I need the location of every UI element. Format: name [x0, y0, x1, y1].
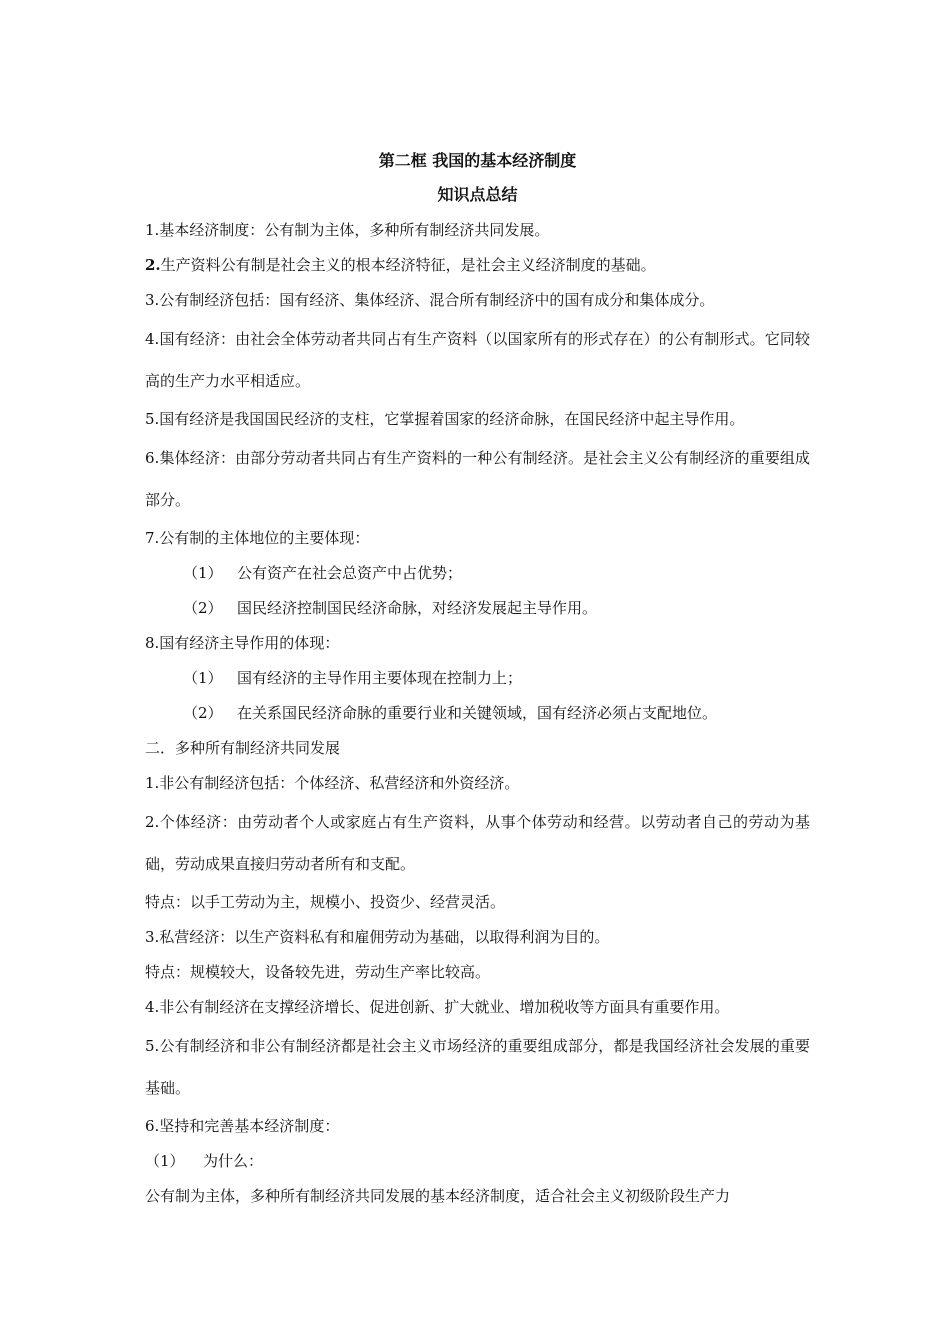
sub-item-number: （1）	[145, 1152, 185, 1170]
item-basic-system: 1.基本经济制度：公有制为主体，多种所有制经济共同发展。	[145, 221, 550, 239]
item-both-components: 5.公有制经济和非公有制经济都是社会主义市场经济的重要组成部分，都是我国经济社会发展的重要基础。	[145, 1037, 810, 1097]
item-public-economy-includes: 3.公有制经济包括：国有经济、集体经济、混合所有制经济中的国有成分和集体成分。	[145, 291, 715, 309]
sub-item	[145, 661, 810, 696]
item-private-economy: 3.私营经济：以生产资料私有和雇佣劳动为基础，以取得利润为目的。	[145, 928, 610, 946]
item-why-explanation: 公有制为主体，多种所有制经济共同发展的基本经济制度，适合社会主义初级阶段生产力	[145, 1187, 731, 1205]
sub-item-text: 公有资产在社会总资产中占优势；	[237, 564, 463, 582]
sub-item	[145, 696, 810, 731]
sub-item-number: （2）	[183, 704, 223, 722]
item-non-public-includes: 1.非公有制经济包括：个体经济、私营经济和外资经济。	[145, 774, 520, 792]
sub-item-text: 国民经济控制国民经济命脉，对经济发展起主导作用。	[237, 599, 598, 617]
sub-item-number: （1）	[183, 669, 223, 687]
sub-item	[145, 1144, 810, 1179]
section-heading-two: 二．多种所有制经济共同发展	[145, 739, 341, 757]
document-title: 第二框 我国的基本经济制度	[378, 151, 577, 170]
sub-item-text: 为什么：	[203, 1152, 264, 1170]
item-uphold-system: 6.坚持和完善基本经济制度：	[145, 1117, 340, 1135]
item-individual-features: 特点：以手工劳动为主，规模小、投资少、经营灵活。	[145, 893, 506, 911]
sub-item	[145, 556, 810, 591]
sub-item-text: 在关系国民经济命脉的重要行业和关键领域，国有经济必须占支配地位。	[237, 704, 718, 722]
item-public-ownership	[145, 248, 810, 283]
document-body	[145, 147, 810, 1214]
document-subtitle: 知识点总结	[437, 185, 518, 204]
item-individual-economy: 2.个体经济：由劳动者个人或家庭占有生产资料，从事个体劳动和经营。以劳动者自己的劳动为基础，劳动成果直接归劳动者所有和支配。	[145, 813, 810, 873]
item-public-dominance: 7.公有制的主体地位的主要体现：	[145, 529, 370, 547]
item-state-economy-pillar: 5.国有经济是我国国民经济的支柱，它掌握着国家的经济命脉，在国民经济中起主导作用。	[145, 410, 745, 428]
item-non-public-role: 4.非公有制经济在支撑经济增长、促进创新、扩大就业、增加税收等方面具有重要作用。	[145, 998, 730, 1016]
item-collective-economy: 6.集体经济：由部分劳动者共同占有生产资料的一种公有制经济。是社会主义公有制经济的重要组成部分。	[145, 449, 810, 509]
item-state-leading-role: 8.国有经济主导作用的体现：	[145, 634, 340, 652]
sub-item-text: 国有经济的主导作用主要体现在控制力上；	[237, 669, 523, 687]
sub-item-number: （2）	[183, 599, 223, 617]
item-text: 生产资料公有制是社会主义的根本经济特征，是社会主义经济制度的基础。	[160, 256, 656, 274]
item-state-economy: 4.国有经济：由社会全体劳动者共同占有生产资料（以国家所有的形式存在）的公有制形式。它同较高的生产力水平相适应。	[145, 330, 810, 390]
item-private-features: 特点：规模较大，设备较先进，劳动生产率比较高。	[145, 963, 491, 981]
sub-item	[145, 591, 810, 626]
item-number: 2.	[145, 256, 161, 274]
sub-item-number: （1）	[183, 564, 223, 582]
